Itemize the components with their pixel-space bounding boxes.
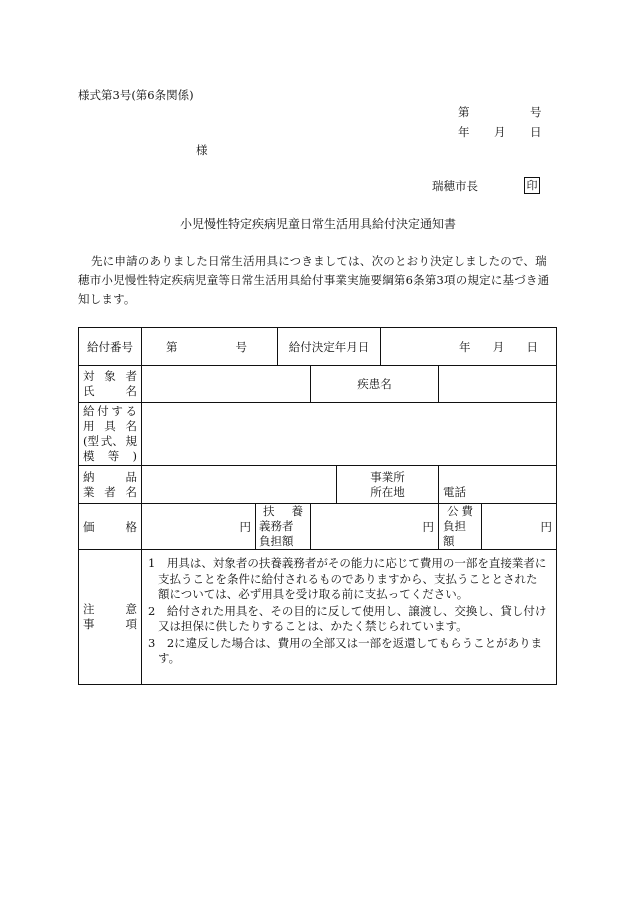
denwa-label: 電話 bbox=[443, 485, 467, 499]
label-kakaku bbox=[79, 504, 142, 550]
kyufu-dai: 第 bbox=[166, 339, 178, 354]
notes-cell bbox=[142, 550, 557, 685]
ch: 用 bbox=[83, 419, 95, 433]
ch: 扶 bbox=[263, 504, 275, 518]
note-2-line-b: 又は担保に供したりすることは、かたく禁じられています。 bbox=[158, 619, 468, 633]
row-kakaku bbox=[79, 504, 557, 550]
value-kakaku: 円 bbox=[142, 504, 256, 550]
kettei-hi: 日 bbox=[526, 339, 539, 354]
ch: 模 bbox=[83, 449, 95, 463]
ch: る bbox=[125, 404, 137, 418]
ch: 格 bbox=[125, 519, 137, 534]
ch: 養 bbox=[291, 504, 303, 518]
label-shikkan: 疾患名 bbox=[311, 366, 439, 403]
ch: 事 bbox=[83, 617, 95, 631]
ch: 項 bbox=[125, 617, 137, 631]
ch: 対 bbox=[83, 369, 95, 383]
form-number: 様式第3号(第6条関係) bbox=[78, 88, 194, 102]
kohi-line2: 負担額 bbox=[443, 519, 467, 548]
note-1 bbox=[148, 556, 550, 603]
value-taisho bbox=[142, 366, 311, 403]
jigyosho-line2: 所在地 bbox=[370, 484, 405, 499]
label-fuyo bbox=[256, 504, 311, 550]
label-kyufu-bango: 給付番号 bbox=[79, 328, 142, 366]
ch: 名 bbox=[125, 419, 137, 433]
note-1-line-c: 額については、必ず用具を受け取る前に支払ってください。 bbox=[158, 587, 469, 601]
note-2-line-a: 2 給付された用具を、その目的に反して使用し、譲渡し、交換し、貸し付け bbox=[148, 603, 547, 618]
label-chui bbox=[79, 550, 142, 685]
ch: 式、 bbox=[100, 434, 124, 448]
fuyo-line2: 義務者 bbox=[259, 519, 294, 533]
decision-table bbox=[78, 327, 557, 685]
ch: 規 bbox=[125, 434, 137, 448]
ch: (型 bbox=[83, 434, 99, 448]
label-kohi bbox=[439, 504, 482, 550]
value-fuyo: 円 bbox=[311, 504, 439, 550]
notice-number-dai: 第 bbox=[458, 105, 470, 119]
date-nen: 年 bbox=[458, 125, 470, 139]
note-1-line-a: 1 用具は、対象者の扶養義務者がその能力に応じて費用の一部を直接業者に bbox=[148, 556, 547, 570]
ch: 給 bbox=[83, 404, 95, 418]
label-taisho bbox=[79, 366, 142, 403]
date-tsuki: 月 bbox=[494, 125, 506, 139]
document-title: 小児慢性特定疾病児童日常生活用具給付決定通知書 bbox=[180, 217, 457, 231]
ch: 公 bbox=[447, 504, 459, 518]
ch: 等 bbox=[107, 449, 120, 463]
label-jigyosho bbox=[337, 466, 439, 504]
ch: 象 bbox=[104, 369, 116, 383]
row-taisho bbox=[79, 366, 557, 403]
kettei-tsuki: 月 bbox=[492, 339, 505, 354]
value-jigyosho bbox=[439, 466, 557, 504]
kyufu-go: 号 bbox=[235, 339, 247, 354]
ch: 者 bbox=[125, 369, 137, 383]
ch: 意 bbox=[125, 602, 137, 616]
value-nonyu bbox=[142, 466, 337, 504]
value-yogu bbox=[142, 403, 557, 466]
ch: 氏 bbox=[83, 384, 95, 398]
ch: 業 bbox=[83, 484, 95, 499]
ch: 名 bbox=[125, 384, 137, 398]
row-kyufu-bango bbox=[79, 328, 557, 366]
seal-mark bbox=[524, 177, 540, 194]
value-kyufu-bango bbox=[142, 328, 278, 366]
value-shikkan bbox=[439, 366, 557, 403]
row-nonyu bbox=[79, 466, 557, 504]
addressee-suffix: 様 bbox=[196, 143, 208, 157]
ch: 付 bbox=[97, 404, 109, 418]
note-3-line-a: 3 2に違反した場合は、費用の全部又は一部を返還してもらうことがありま bbox=[148, 635, 543, 650]
label-yogu bbox=[79, 403, 142, 466]
row-chui bbox=[79, 550, 557, 685]
label-kettei-date: 給付決定年月日 bbox=[278, 328, 381, 366]
ch: 費 bbox=[461, 504, 474, 518]
intro-paragraph: 先に申請のありました日常生活用具につきましては、次のとおり決定しましたので、瑞穂市小児慢性特定疾病児童等日常生活用具給付事業実施要綱第6条第3項の規定に基づき通知します。 bbox=[78, 254, 550, 306]
label-nonyu bbox=[79, 466, 142, 504]
notice-number-go: 号 bbox=[530, 105, 542, 119]
ch: 納 bbox=[83, 469, 95, 484]
ch: 価 bbox=[83, 519, 95, 534]
fuyo-line3: 負担額 bbox=[259, 534, 294, 548]
date-hi: 日 bbox=[530, 125, 542, 139]
note-3-line-b: す。 bbox=[158, 651, 181, 665]
value-kohi: 円 bbox=[482, 504, 557, 550]
note-1-line-b: 支払うことを条件に給付されるものでありますから、支払うこととされた bbox=[158, 571, 538, 586]
ch: ) bbox=[132, 449, 137, 463]
ch: 注 bbox=[83, 602, 95, 616]
ch: 名 bbox=[125, 484, 137, 499]
note-2 bbox=[148, 604, 550, 635]
jigyosho-line1: 事業所 bbox=[370, 469, 405, 484]
kettei-nen: 年 bbox=[459, 339, 471, 354]
ch: 品 bbox=[125, 469, 137, 484]
seal-text: 印 bbox=[524, 177, 540, 194]
ch: す bbox=[111, 404, 123, 418]
value-kettei-date bbox=[381, 328, 557, 366]
issuer-name: 瑞穂市長 bbox=[432, 179, 478, 193]
note-3 bbox=[148, 636, 550, 667]
ch: 者 bbox=[104, 484, 116, 499]
ch: 具 bbox=[104, 419, 116, 433]
row-yogu bbox=[79, 403, 557, 466]
